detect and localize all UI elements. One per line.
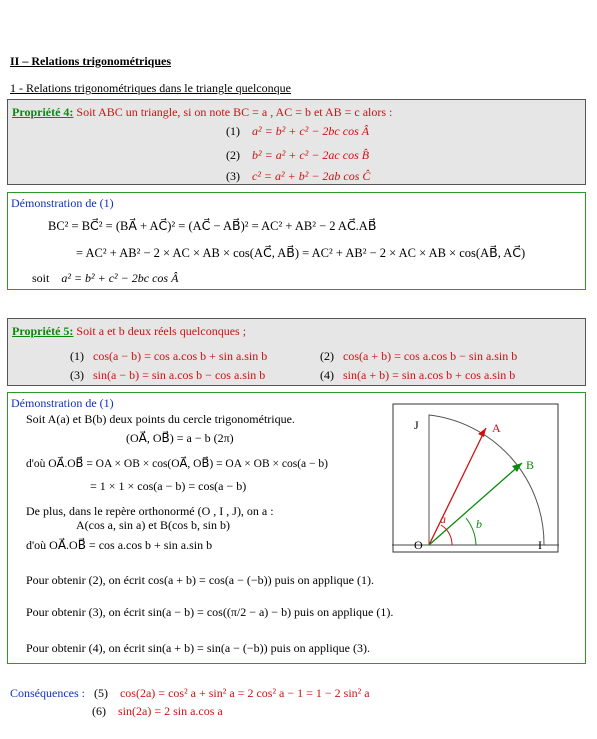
demo-1-box — [7, 192, 586, 290]
label-b: B — [526, 458, 535, 472]
subsection-title: 1 - Relations trigonométriques dans le triangle quelconque — [10, 81, 291, 95]
demo-2-p2: Pour obtenir (2), on écrit cos(a + b) = cos(a − (−b)) puis on applique (1). — [26, 573, 374, 587]
demo-2-line-5: De plus, dans le repère orthonormé (O , I , J), on a : — [26, 504, 274, 518]
property-5-label: Propriété 5: — [12, 324, 74, 338]
demo-2-line-1: Soit A(a) et B(b) deux points du cercle trigonométrique. — [26, 412, 295, 426]
demo-1-line-1: BC² = BC⃗² = (BA⃗ + AC⃗)² = (AC⃗ − AB⃗)² = AC² + AB² − 2 AC⃗.AB⃗ — [48, 219, 377, 233]
trig-circle-figure — [392, 403, 560, 555]
property-5-header — [12, 324, 246, 339]
demo-2-line-4: = 1 × 1 × cos(a − b) = cos(a − b) — [90, 479, 247, 493]
property-4-header — [12, 105, 392, 120]
demo-2-title: Démonstration de (1) — [11, 396, 114, 410]
demo-2-line-6: A(cos a, sin a) et B(cos b, sin b) — [76, 518, 230, 532]
prop5-eq-2: (2) cos(a + b) = cos a.cos b − sin a.sin b — [320, 349, 518, 363]
label-o: O — [414, 538, 423, 552]
demo-2-line-2: (OA⃗, OB⃗) = a − b (2π) — [126, 431, 234, 445]
consequences-label: Conséquences : — [10, 686, 85, 700]
label-angle-b: b — [476, 517, 482, 531]
property-5-box — [7, 318, 586, 386]
label-a: A — [492, 421, 501, 435]
property-4-text: Soit ABC un triangle, si on note BC = a , AC = b et AB = c alors : — [76, 105, 393, 119]
demo-1-line-3: soit a² = b² + c² − 2bc cos Â — [32, 271, 179, 285]
property-5-text: Soit a et b deux réels quelconques ; — [76, 324, 247, 338]
demo-2-line-7: d'où OA⃗.OB⃗ = cos a.cos b + sin a.sin b — [26, 538, 213, 552]
label-i: I — [538, 538, 542, 552]
consequence-6: sin(2a) = 2 sin a.cos a — [118, 704, 223, 718]
prop5-eq-1: (1) cos(a − b) = cos a.cos b + sin a.sin b — [70, 349, 268, 363]
prop5-eq-4: (4) sin(a + b) = sin a.cos b + cos a.sin b — [320, 368, 516, 382]
section-title: II – Relations trigonométriques — [10, 54, 171, 68]
demo-2-line-3: d'où OA⃗.OB⃗ = OA × OB × cos(OA⃗, OB⃗) = OA × OB × cos(a − b) — [26, 458, 328, 470]
prop4-eq-1: (1) a² = b² + c² − 2bc cos Â — [226, 124, 370, 138]
prop4-eq-3: (3) c² = a² + b² − 2ab cos Ĉ — [226, 169, 371, 183]
property-4-label: Propriété 4: — [12, 105, 74, 119]
label-angle-a: a — [440, 512, 446, 526]
consequences-line-5: Conséquences : (5) cos(2a) = cos² a + sin² a = 2 cos² a − 1 = 1 − 2 sin² a — [10, 686, 370, 700]
demo-2-p4: Pour obtenir (4), on écrit sin(a + b) = sin(a − (−b)) puis on applique (3). — [26, 641, 370, 655]
prop4-eq-2: (2) b² = a² + c² − 2ac cos B̂ — [226, 148, 370, 162]
prop5-eq-3: (3) sin(a − b) = sin a.cos b − cos a.sin b — [70, 368, 266, 382]
property-4-box — [7, 99, 586, 185]
demo-2-p3: Pour obtenir (3), on écrit sin(a − b) = cos((π/2 − a) − b) puis on applique (1). — [26, 605, 394, 619]
demo-1-title: Démonstration de (1) — [11, 196, 114, 210]
consequence-5: cos(2a) = cos² a + sin² a = 2 cos² a − 1 = 1 − 2 sin² a — [119, 686, 370, 700]
consequences-line-6: (6) sin(2a) = 2 sin a.cos a — [92, 704, 223, 718]
label-j: J — [414, 418, 419, 432]
demo-1-line-2: = AC² + AB² − 2 × AC × AB × cos(AC⃗, AB⃗) = AC² + AB² − 2 × AC × AB × cos(AB⃗, AC⃗) — [76, 246, 526, 260]
